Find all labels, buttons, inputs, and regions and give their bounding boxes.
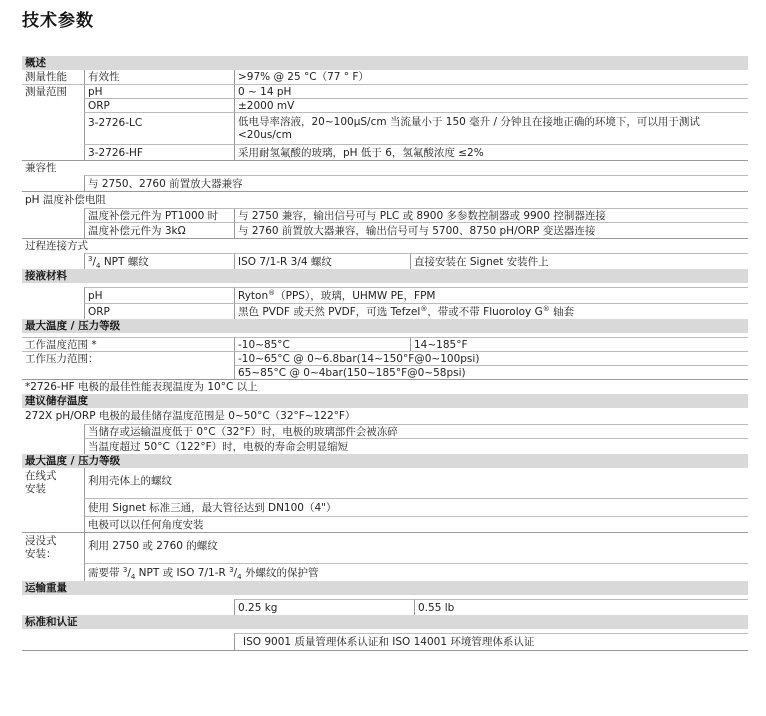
row-compat: 与 2750、2760 前置放大器兼容 <box>22 175 748 191</box>
row-ph-temp-3k: 温度补偿元件为 3kΩ 与 2760 前置放大器兼容，输出信号可与 5700、8750 pH/ORP 变送器连接 <box>22 222 748 238</box>
section-max-temp: 最大温度 / 压力等级 <box>22 319 748 333</box>
row-weight: 0.25 kg 0.55 lb <box>22 599 748 615</box>
row-wetted-ph: pH Ryton®（PPS），玻璃，UHMW PE，FPM <box>22 287 748 303</box>
row-temp-range: 工作温度范围 * -10~85°C 14~185°F <box>22 337 748 351</box>
page-title: 技术参数 <box>22 11 94 31</box>
section-install: 最大温度 / 压力等级 <box>22 454 748 468</box>
row-pressure-1: 工作压力范围： -10~65°C @ 0~6.8bar(14~150°F@0~100psi) <box>22 351 748 365</box>
section-wetted: 接液材料 <box>22 269 748 283</box>
row-temp-note: *2726-HF 电极的最佳性能表现温度为 10°C 以上 <box>22 379 748 394</box>
section-storage: 建议储存温度 <box>22 394 748 408</box>
row-inline-3: 电极可以以任何角度安装 <box>22 516 748 532</box>
section-compat: 兼容性 <box>22 160 748 175</box>
row-range-hf: 3-2726-HF 采用耐氢氟酸的玻璃，pH 低于 6，氢氟酸浓度 ≤2% <box>22 144 748 160</box>
row-inline-2: 使用 Signet 标准三通，最大管径达到 DN100（4"） <box>22 498 748 516</box>
row-pressure-2: 65~85°C @ 0~4bar(150~185°F@0~58psi) <box>22 365 748 379</box>
row-range-orp: ORP ±2000 mV <box>22 98 748 112</box>
row-cert: ISO 9001 质量管理体系认证和 ISO 14001 环境管理体系认证 <box>22 633 748 651</box>
section-process: 过程连接方式 <box>22 238 748 253</box>
row-performance: 测量性能 有效性 >97% @ 25 °C（77 ° F） <box>22 70 748 84</box>
section-weight: 运输重量 <box>22 581 748 595</box>
section-ph-temp: pH 温度补偿电阻 <box>22 191 748 208</box>
row-storage-3: 当温度超过 50°C（122°F）时，电极的寿命会明显缩短 <box>22 438 748 454</box>
section-overview: 概述 <box>22 56 748 70</box>
section-cert: 标准和认证 <box>22 615 748 629</box>
spec-table <box>22 56 748 651</box>
row-ph-temp-pt1000: 温度补偿元件为 PT1000 时 与 2750 兼容，输出信号可与 PLC 或 8900 多参数控制器或 9900 控制器连接 <box>22 208 748 222</box>
row-submersion-1: 浸没式 安装： 利用 2750 或 2760 的螺纹 <box>22 532 748 563</box>
row-storage-1: 272X pH/ORP 电极的最佳储存温度范围是 0~50°C（32°F~122°F） <box>25 410 356 422</box>
row-process: $^3/_4$ NPT 螺纹 ISO 7/1-R 3/4 螺纹 直接安装在 Signet 安装件上 <box>22 253 748 269</box>
row-range-ph: 测量范围 pH 0 ~ 14 pH <box>22 84 748 98</box>
row-wetted-orp: ORP 黑色 PVDF 或天然 PVDF，可选 Tefzel®，带或不带 Fluoroloy G® 轴套 <box>22 303 748 319</box>
row-storage-2: 当储存或运输温度低于 0°C（32°F）时，电极的玻璃部件会被冻碎 <box>22 424 748 438</box>
row-submersion-2: 需要带 $^3/_4$ NPT 或 ISO 7/1-R $^3/_4$ 外螺纹的保护管 <box>22 563 748 581</box>
row-inline-1: 在线式 安装 利用壳体上的螺纹 <box>22 468 748 498</box>
row-range-lc: 3-2726-LC 低电导率溶液，20~100µS/cm 当流量小于 150 毫升 / 分钟且在接地正确的环境下，可以用于测试 <20us/cm <box>22 112 748 144</box>
